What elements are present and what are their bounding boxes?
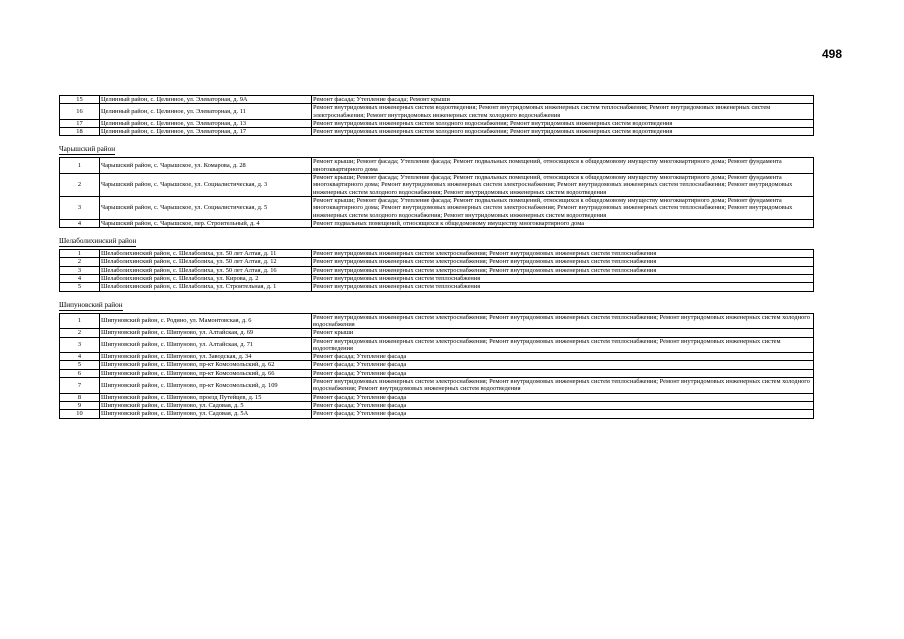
table-row [60, 401, 814, 409]
row-number: 5 [60, 283, 100, 291]
row-address: Шипуновский район, с. Шипуново, ул. Заводская, д. 34 [100, 353, 312, 361]
row-work: Ремонт внутридомовых инженерных систем электроснабжения; Ремонт внутридомовых инженерных систем теплоснабжения; Ремонт внутридомовых инженерных систем водоотведения [312, 337, 814, 353]
table-row [60, 266, 814, 274]
row-number: 7 [60, 378, 100, 394]
top-table [59, 95, 814, 136]
row-number: 1 [60, 313, 100, 329]
row-work: Ремонт крыши [312, 329, 814, 337]
district-heading: Шелаболихинский район [59, 237, 137, 246]
row-work: Ремонт фасада; Утепление фасада; Ремонт крыши [312, 96, 814, 104]
row-number: 4 [60, 353, 100, 361]
row-address: Целинный район, с. Целинное, ул. Элеваторная, д. 13 [100, 119, 312, 127]
row-work: Ремонт фасада; Утепление фасада [312, 353, 814, 361]
row-work: Ремонт фасада; Утепление фасада [312, 401, 814, 409]
row-address: Шипуновский район, с. Шипуново, пр-кт Комсомольский, д. 66 [100, 369, 312, 377]
table-row [60, 219, 814, 227]
row-number: 4 [60, 219, 100, 227]
row-number: 3 [60, 196, 100, 219]
table-row [60, 119, 814, 127]
row-number: 1 [60, 250, 100, 258]
row-number: 17 [60, 119, 100, 127]
table-row [60, 378, 814, 394]
row-work: Ремонт крыши; Ремонт фасада; Утепление фасада; Ремонт подвальных помещений, относящихся к общедомовому имуществу многоквартирного дома; Ремонт фундамента многоквартирного дома; Ремонт внутридомовых инженерных систем электроснабжения; Ремонт внутридомовых инженерных систем теплоснабжения; Ремонт внутридомовых инженерных систем холодного водоснабжения; Ремонт внутридомовых инженерных систем водоотведения [312, 174, 814, 197]
row-number: 16 [60, 104, 100, 120]
row-work: Ремонт внутридомовых инженерных систем водоотведения; Ремонт внутридомовых инженерных систем теплоснабжения; Ремонт внутридомовых инженерных систем электроснабжения; Ремонт внутридомовых инженерных систем холодного водоснабжения [312, 104, 814, 120]
table-row [60, 258, 814, 266]
row-number: 1 [60, 158, 100, 174]
row-number: 2 [60, 174, 100, 197]
table-row [60, 410, 814, 418]
district-table [59, 157, 814, 228]
row-address: Шипуновский район, с. Шипуново, пр-кт Комсомольский, д. 109 [100, 378, 312, 394]
table-row [60, 369, 814, 377]
row-address: Целинный район, с. Целинное, ул. Элеваторная, д. 11 [100, 104, 312, 120]
row-work: Ремонт внутридомовых инженерных систем теплоснабжения [312, 275, 814, 283]
table-row [60, 196, 814, 219]
row-work: Ремонт фасада; Утепление фасада [312, 369, 814, 377]
row-number: 6 [60, 369, 100, 377]
row-number: 18 [60, 128, 100, 136]
row-address: Чарышский район, с. Чарышское, ул. Социалистическая, д. 5 [100, 196, 312, 219]
row-number: 3 [60, 266, 100, 274]
row-address: Чарышский район, с. Чарышское, ул. Комарова, д. 28 [100, 158, 312, 174]
table-row [60, 158, 814, 174]
row-address: Шелаболихинский район, с. Шелаболиха, ул. 50 лет Алтая, д. 16 [100, 266, 312, 274]
row-number: 9 [60, 401, 100, 409]
table-row [60, 283, 814, 291]
row-work: Ремонт внутридомовых инженерных систем холодного водоснабжения; Ремонт внутридомовых инженерных систем водоотведения [312, 128, 814, 136]
row-number: 4 [60, 275, 100, 283]
row-address: Шипуновский район, с. Шипуново, ул. Алтайская, д. 69 [100, 329, 312, 337]
table-row [60, 353, 814, 361]
page-number: 498 [821, 47, 842, 61]
row-work: Ремонт внутридомовых инженерных систем электроснабжения; Ремонт внутридомовых инженерных систем теплоснабжения; Ремонт внутридомовых инженерных систем холодного водоснабжения [312, 313, 814, 329]
district-table [59, 313, 814, 419]
table-row [60, 393, 814, 401]
row-work: Ремонт фасада; Утепление фасада [312, 393, 814, 401]
district-heading: Чарышский район [59, 145, 116, 154]
row-work: Ремонт внутридомовых инженерных систем электроснабжения; Ремонт внутридомовых инженерных систем теплоснабжения; Ремонт внутридомовых инженерных систем холодного водоснабжения; Ремонт внутридомовых инженерных систем водоотведения [312, 378, 814, 394]
row-address: Шипуновский район, с. Шипуново, пр-кт Комсомольский, д. 62 [100, 361, 312, 369]
table-row [60, 329, 814, 337]
row-address: Шелаболихинский район, с. Шелаболиха, ул. 50 лет Алтая, д. 12 [100, 258, 312, 266]
row-address: Шелаболихинский район, с. Шелаболиха, ул. 50 лет Алтая, д. 11 [100, 250, 312, 258]
row-work: Ремонт фасада; Утепление фасада [312, 410, 814, 418]
row-work: Ремонт фасада; Утепление фасада [312, 361, 814, 369]
table-row [60, 337, 814, 353]
row-work: Ремонт внутридомовых инженерных систем электроснабжения; Ремонт внутридомовых инженерных систем теплоснабжения [312, 250, 814, 258]
row-number: 10 [60, 410, 100, 418]
row-address: Шипуновский район, с. Шипуново, ул. Садовая, д. 5 [100, 401, 312, 409]
row-address: Шипуновский район, с. Шипуново, ул. Алтайская, д. 71 [100, 337, 312, 353]
table-row [60, 128, 814, 136]
row-address: Целинный район, с. Целинное, ул. Элеваторная, д. 9А [100, 96, 312, 104]
row-address: Шелаболихинский район, с. Шелаболиха, ул. Строительная, д. 1 [100, 283, 312, 291]
row-work: Ремонт подвальных помещений, относящихся к общедомовому имуществу многоквартирного дома [312, 219, 814, 227]
table-row [60, 174, 814, 197]
row-work: Ремонт внутридомовых инженерных систем теплоснабжения [312, 283, 814, 291]
row-number: 8 [60, 393, 100, 401]
row-work: Ремонт крыши; Ремонт фасада; Утепление фасада; Ремонт подвальных помещений, относящихся к общедомовому имуществу многоквартирного дома; Ремонт фундамента многоквартирного дома; Ремонт внутридомовых инженерных систем электроснабжения; Ремонт внутридомовых инженерных систем теплоснабжения; Ремонт внутридомовых инженерных систем холодного водоснабжения; Ремонт внутридомовых инженерных систем водоотведения [312, 196, 814, 219]
table-row [60, 104, 814, 120]
row-work: Ремонт внутридомовых инженерных систем электроснабжения; Ремонт внутридомовых инженерных систем теплоснабжения [312, 258, 814, 266]
district-table [59, 249, 814, 291]
table-row [60, 250, 814, 258]
row-work: Ремонт крыши; Ремонт фасада; Утепление фасада; Ремонт подвальных помещений, относящихся к общедомовому имуществу многоквартирного дома; Ремонт фундамента многоквартирного дома [312, 158, 814, 174]
row-work: Ремонт внутридомовых инженерных систем электроснабжения; Ремонт внутридомовых инженерных систем теплоснабжения [312, 266, 814, 274]
table-row [60, 275, 814, 283]
row-address: Чарышский район, с. Чарышское, ул. Социалистическая, д. 3 [100, 174, 312, 197]
table-row [60, 361, 814, 369]
row-address: Шипуновский район, с. Родино, ул. Мамонтовская, д. 6 [100, 313, 312, 329]
row-address: Целинный район, с. Целинное, ул. Элеваторная, д. 17 [100, 128, 312, 136]
row-number: 5 [60, 361, 100, 369]
document-body [59, 95, 813, 419]
row-address: Шипуновский район, с. Шипуново, ул. Садовая, д. 5А [100, 410, 312, 418]
row-number: 15 [60, 96, 100, 104]
row-address: Шелаболихинский район, с. Шелаболиха, ул. Кирова, д. 2 [100, 275, 312, 283]
row-address: Чарышский район, с. Чарышское, пер. Строительный, д. 4 [100, 219, 312, 227]
row-number: 2 [60, 329, 100, 337]
table-row [60, 96, 814, 104]
row-number: 3 [60, 337, 100, 353]
district-heading: Шипуновский район [59, 300, 123, 309]
row-address: Шипуновский район, с. Шипуново, проезд Путейцев, д. 15 [100, 393, 312, 401]
table-row [60, 313, 814, 329]
row-number: 2 [60, 258, 100, 266]
row-work: Ремонт внутридомовых инженерных систем холодного водоснабжения; Ремонт внутридомовых инженерных систем водоотведения [312, 119, 814, 127]
